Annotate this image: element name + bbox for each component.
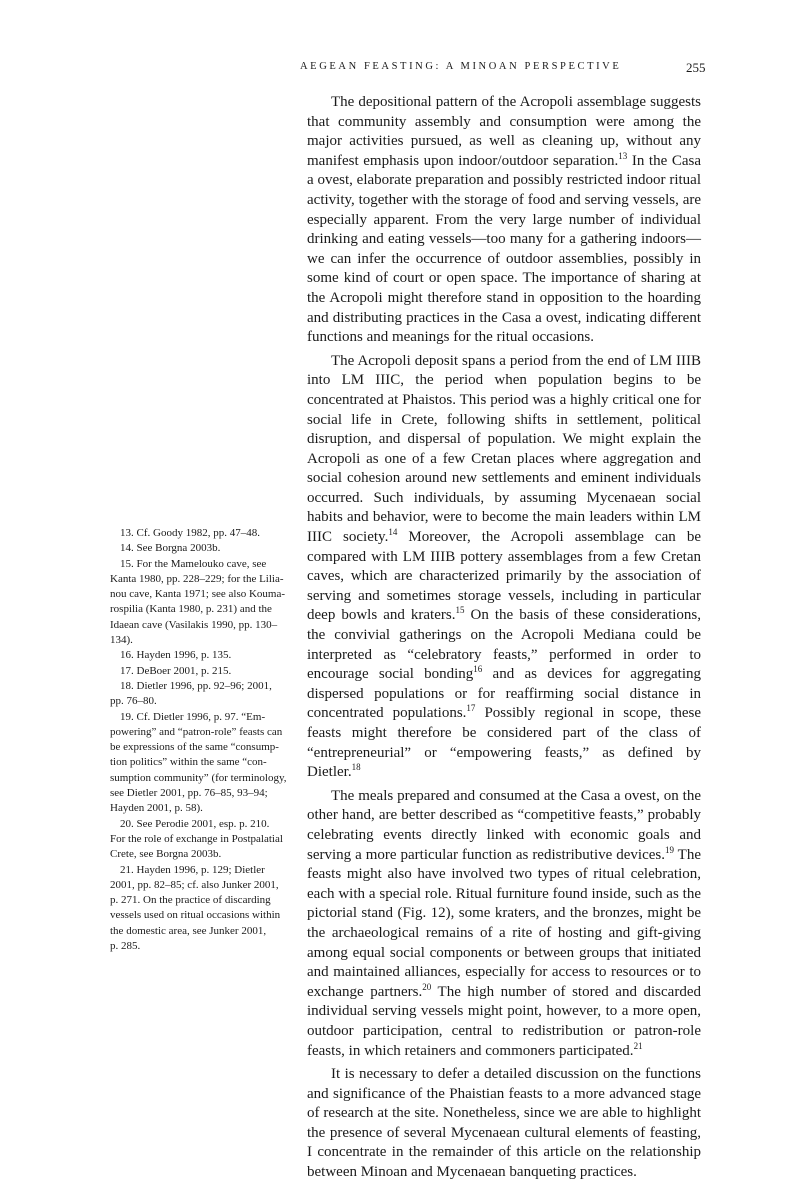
footnote — [110, 648, 277, 663]
note-reference[interactable]: 15 — [455, 605, 465, 616]
paragraph-text: The high number of stored and discarded individual serving vessels might point, however, to a more open, outdoor participation, central to redistribution or patron-role feasts, in which retainers and commoners participated. — [307, 983, 701, 1059]
note-reference[interactable]: 16 — [473, 664, 483, 675]
footnote-line: For the role of exchange in Postpalatial — [110, 832, 283, 845]
footnotes-column — [110, 526, 287, 954]
body-paragraph — [307, 787, 701, 1061]
footnote-line: 19. Cf. Dietler 1996, p. 97. “Em- — [120, 710, 266, 723]
footnote-line: Hayden 2001, p. 58). — [110, 802, 203, 815]
footnote-line: the domestic area, see Junker 2001, — [110, 924, 267, 937]
footnote — [110, 541, 277, 556]
paragraph-text: The Acropoli deposit spans a period from the end of LM IIIB into LM IIIC, the period when population begins to be concentrated at Phaistos. This period was a highly critical one for social life in Crete, following shifts in settlement, political disruption, and dispersal of population. We might explain the Acropoli as one of a few Cretan places where aggregation and social cohesion around new settlements and eminent individuals occurred. Such individuals, by assuming Mycenaean social habits and behavior, were to become the main leaders within LM IIIC society. — [307, 352, 701, 546]
footnote-line: 15. For the Mamelouko cave, see — [120, 557, 267, 570]
note-reference[interactable]: 13 — [618, 150, 628, 161]
paragraph-text: The depositional pattern of the Acropoli assemblage suggests that community assembly and consumption were among the major activities pursued, as well as cleaning up, without any manifest emphasis upon indoor/outdoor separation. — [307, 94, 701, 169]
paragraph-text: On the basis of these considerations, the convivial gatherings on the Acropoli Mediana could be interpreted as “celebratory feasts,” performed in order to encourage social bonding — [307, 607, 702, 683]
footnote-line: be expressions of the same “consump- — [110, 741, 279, 754]
footnote-line: p. 285. — [110, 940, 141, 953]
body-paragraph — [307, 352, 701, 783]
footnote — [110, 557, 286, 649]
footnote-line: vessels used on ritual occasions within — [110, 909, 281, 922]
footnote-line: nou cave, Kanta 1971; see also Kouma- — [110, 588, 286, 601]
note-reference[interactable]: 19 — [664, 844, 674, 855]
footnote-line: 134). — [110, 634, 133, 647]
paragraph-text: It is necessary to defer a detailed discussion on the functions and significance of the Phaistian feasts to a more advanced stage of research at the site. Nonetheless, since we are able to highlight the presence of several Mycenaean cultural elements of feasting, I concentrate in the remainder of this article on the relationship between Minoan and Mycenaean banqueting practices. — [307, 1066, 701, 1181]
note-reference[interactable]: 14 — [388, 527, 398, 538]
note-reference[interactable]: 18 — [351, 762, 361, 773]
footnote-line: 17. DeBoer 2001, p. 215. — [120, 664, 232, 677]
body-paragraph — [307, 1065, 701, 1183]
footnote-line: sumption community” (for terminology, — [110, 771, 287, 784]
footnote-line: tion politics” within the same “con- — [110, 756, 267, 769]
footnote-line: Kanta 1980, pp. 228–229; for the Lilia- — [110, 572, 284, 585]
footnote-line: 16. Hayden 1996, p. 135. — [120, 649, 232, 662]
footnote-line: 13. Cf. Goody 1982, pp. 47–48. — [120, 527, 260, 539]
note-reference[interactable]: 20 — [422, 981, 432, 992]
paragraph-text: The meals prepared and consumed at the Casa a ovest, on the other hand, are better described as “competitive feasts,” probably celebrating events directly linked with economic goals and serving a more particular function as redistributive devices. — [307, 787, 701, 863]
footnote-line: rospilia (Kanta 1980, p. 231) and the — [110, 603, 272, 616]
footnote — [110, 863, 281, 955]
body-paragraph — [307, 93, 701, 348]
footnote-line: Crete, see Borgna 2003b. — [110, 848, 222, 861]
footnote — [110, 679, 277, 710]
footnote-line: 2001, pp. 82–85; cf. also Junker 2001, — [110, 878, 279, 891]
page-number: 255 — [686, 60, 706, 75]
note-reference[interactable]: 21 — [633, 1040, 643, 1051]
running-head: AEGEAN FEASTING: A MINOAN PERSPECTIVE — [300, 61, 622, 72]
footnote-line: Idaean cave (Vasilakis 1990, pp. 130– — [110, 618, 278, 631]
footnote — [110, 664, 277, 679]
paragraph-text: and as devices for aggregating dispersed populations or for reaffirming social distance in concentrated populations. — [307, 666, 701, 722]
footnote-line: see Dietler 2001, pp. 76–85, 93–94; — [110, 787, 268, 800]
footnote-line: 14. See Borgna 2003b. — [120, 542, 221, 555]
footnote — [110, 710, 287, 817]
footnote — [110, 817, 283, 863]
footnote-line: 18. Dietler 1996, pp. 92–96; 2001, — [120, 679, 272, 692]
footnote — [110, 526, 277, 541]
footnote-line: 21. Hayden 1996, p. 129; Dietler — [120, 863, 265, 876]
paragraph-text: Possibly regional in scope, these feasts might therefore be considered part of the class of “entrepreneurial” or “empowering feasts,” as defined by Dietler. — [307, 705, 701, 781]
main-text-column — [307, 93, 701, 1187]
paragraph-text: In the Casa a ovest, elaborate preparation and possibly restricted indoor ritual activity, together with the storage of food and serving vessels, are especially apparent. From the very large number of individual drinking and eating vessels—too many for a gathering indoors—we can infer the occurrence of outdoor assemblies, possibly in some kind of court or open space. The importance of sharing at the Acropoli might therefore stand in opposition to the hoarding and distributing practices in the Casa a ovest, indicating different functions and meanings for the ritual occasions. — [307, 152, 701, 346]
footnote-line: pp. 76–80. — [110, 695, 157, 708]
footnote-line: p. 271. On the practice of discarding — [110, 894, 271, 907]
paragraph-text: The feasts might also have involved two types of ritual celebration, each with a special role. Ritual furniture found inside, such as the pictorial stand (Fig. 12), some kraters, and the bronzes, might be the archaeological remains of a rite of hosting and gift-giving among equal social components or between groups that initiated and maintained alliances, especially for access to resources or to exchange partners. — [307, 846, 701, 1000]
note-reference[interactable]: 17 — [466, 703, 476, 714]
footnote-line: 20. See Perodie 2001, esp. p. 210. — [120, 817, 270, 830]
paragraph-text: Moreover, the Acropoli assemblage can be compared with LM IIIB pottery assemblages from a few Cretan caves, which are characterized primarily by the association of serving and sometimes storage vessels, including in particular deep bowls and kraters. — [307, 529, 701, 624]
footnote-line: powering” and “patron-role” feasts can — [110, 725, 283, 738]
